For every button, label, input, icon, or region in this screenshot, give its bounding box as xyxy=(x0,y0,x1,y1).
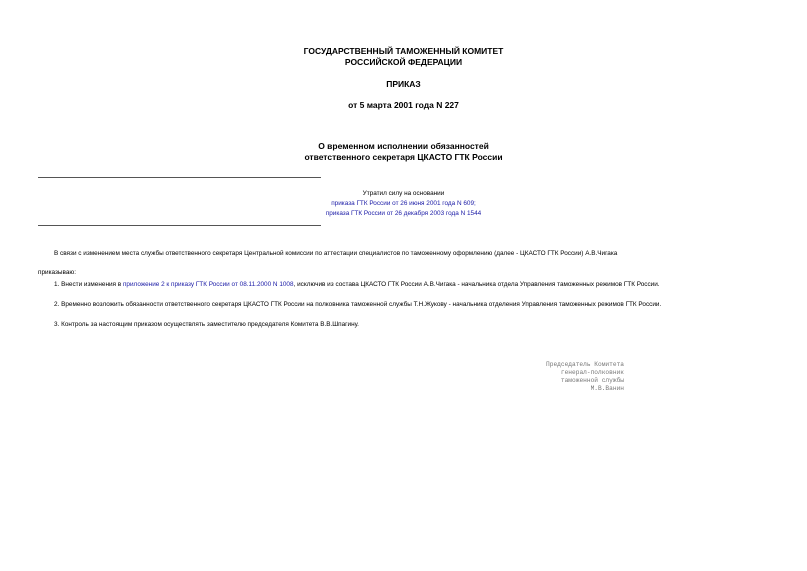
signature-line1: Председатель Комитета xyxy=(546,361,624,368)
intro-paragraph: В связи с изменением места службы ответственного секретаря Центральной комиссии по аттестации специалистов по таможенному оформлению (далее - ЦКАСТО ГТК России) А.В.Чигака xyxy=(54,250,618,257)
status-link-1[interactable]: приказа ГТК России от 26 июня 2001 года N 609; xyxy=(331,200,476,207)
status-text: Утратил силу на основании xyxy=(362,190,445,197)
signature-line3: таможенной службы xyxy=(560,377,624,384)
order-item-1-prefix: 1. Внести изменения в xyxy=(54,281,123,288)
order-item-1-suffix: , исключив из состава ЦКАСТО ГТК России А.В.Чигака - начальника отдела Управления таможенных режимов ГТК России. xyxy=(293,281,660,288)
divider-bottom xyxy=(38,225,321,226)
doc-title-line2: ответственного секретаря ЦКАСТО ГТК России xyxy=(304,152,503,162)
doc-type: ПРИКАЗ xyxy=(386,79,421,89)
divider-top xyxy=(38,177,321,178)
org-name-line2: РОССИЙСКОЙ ФЕДЕРАЦИИ xyxy=(344,57,463,67)
order-item-1-link[interactable]: приложение 2 к приказу ГТК России от 08.11.2000 N 1008 xyxy=(122,281,294,288)
org-name-line1: ГОСУДАРСТВЕННЫЙ ТАМОЖЕННЫЙ КОМИТЕТ xyxy=(303,46,504,56)
order-item-3: 3. Контроль за настоящим приказом осуществлять заместителю председателя Комитета В.В.Шпагину. xyxy=(54,321,359,328)
order-item-2: 2. Временно возложить обязанности ответственного секретаря ЦКАСТО ГТК России на полковника таможенной службы Т.Н.Жукову - начальника отделения Управления таможенных режимов ГТК России. xyxy=(54,301,662,308)
doc-date: от 5 марта 2001 года N 227 xyxy=(348,100,459,110)
doc-title-line1: О временном исполнении обязанностей xyxy=(318,141,489,151)
status-link-2[interactable]: приказа ГТК России от 26 декабря 2003 года N 1544 xyxy=(325,210,482,217)
signature-line2: генерал-полковник xyxy=(560,369,624,376)
order-word: приказываю: xyxy=(38,269,76,276)
order-item-1 xyxy=(54,280,660,289)
signature-line4: М.В.Ванин xyxy=(590,385,624,392)
